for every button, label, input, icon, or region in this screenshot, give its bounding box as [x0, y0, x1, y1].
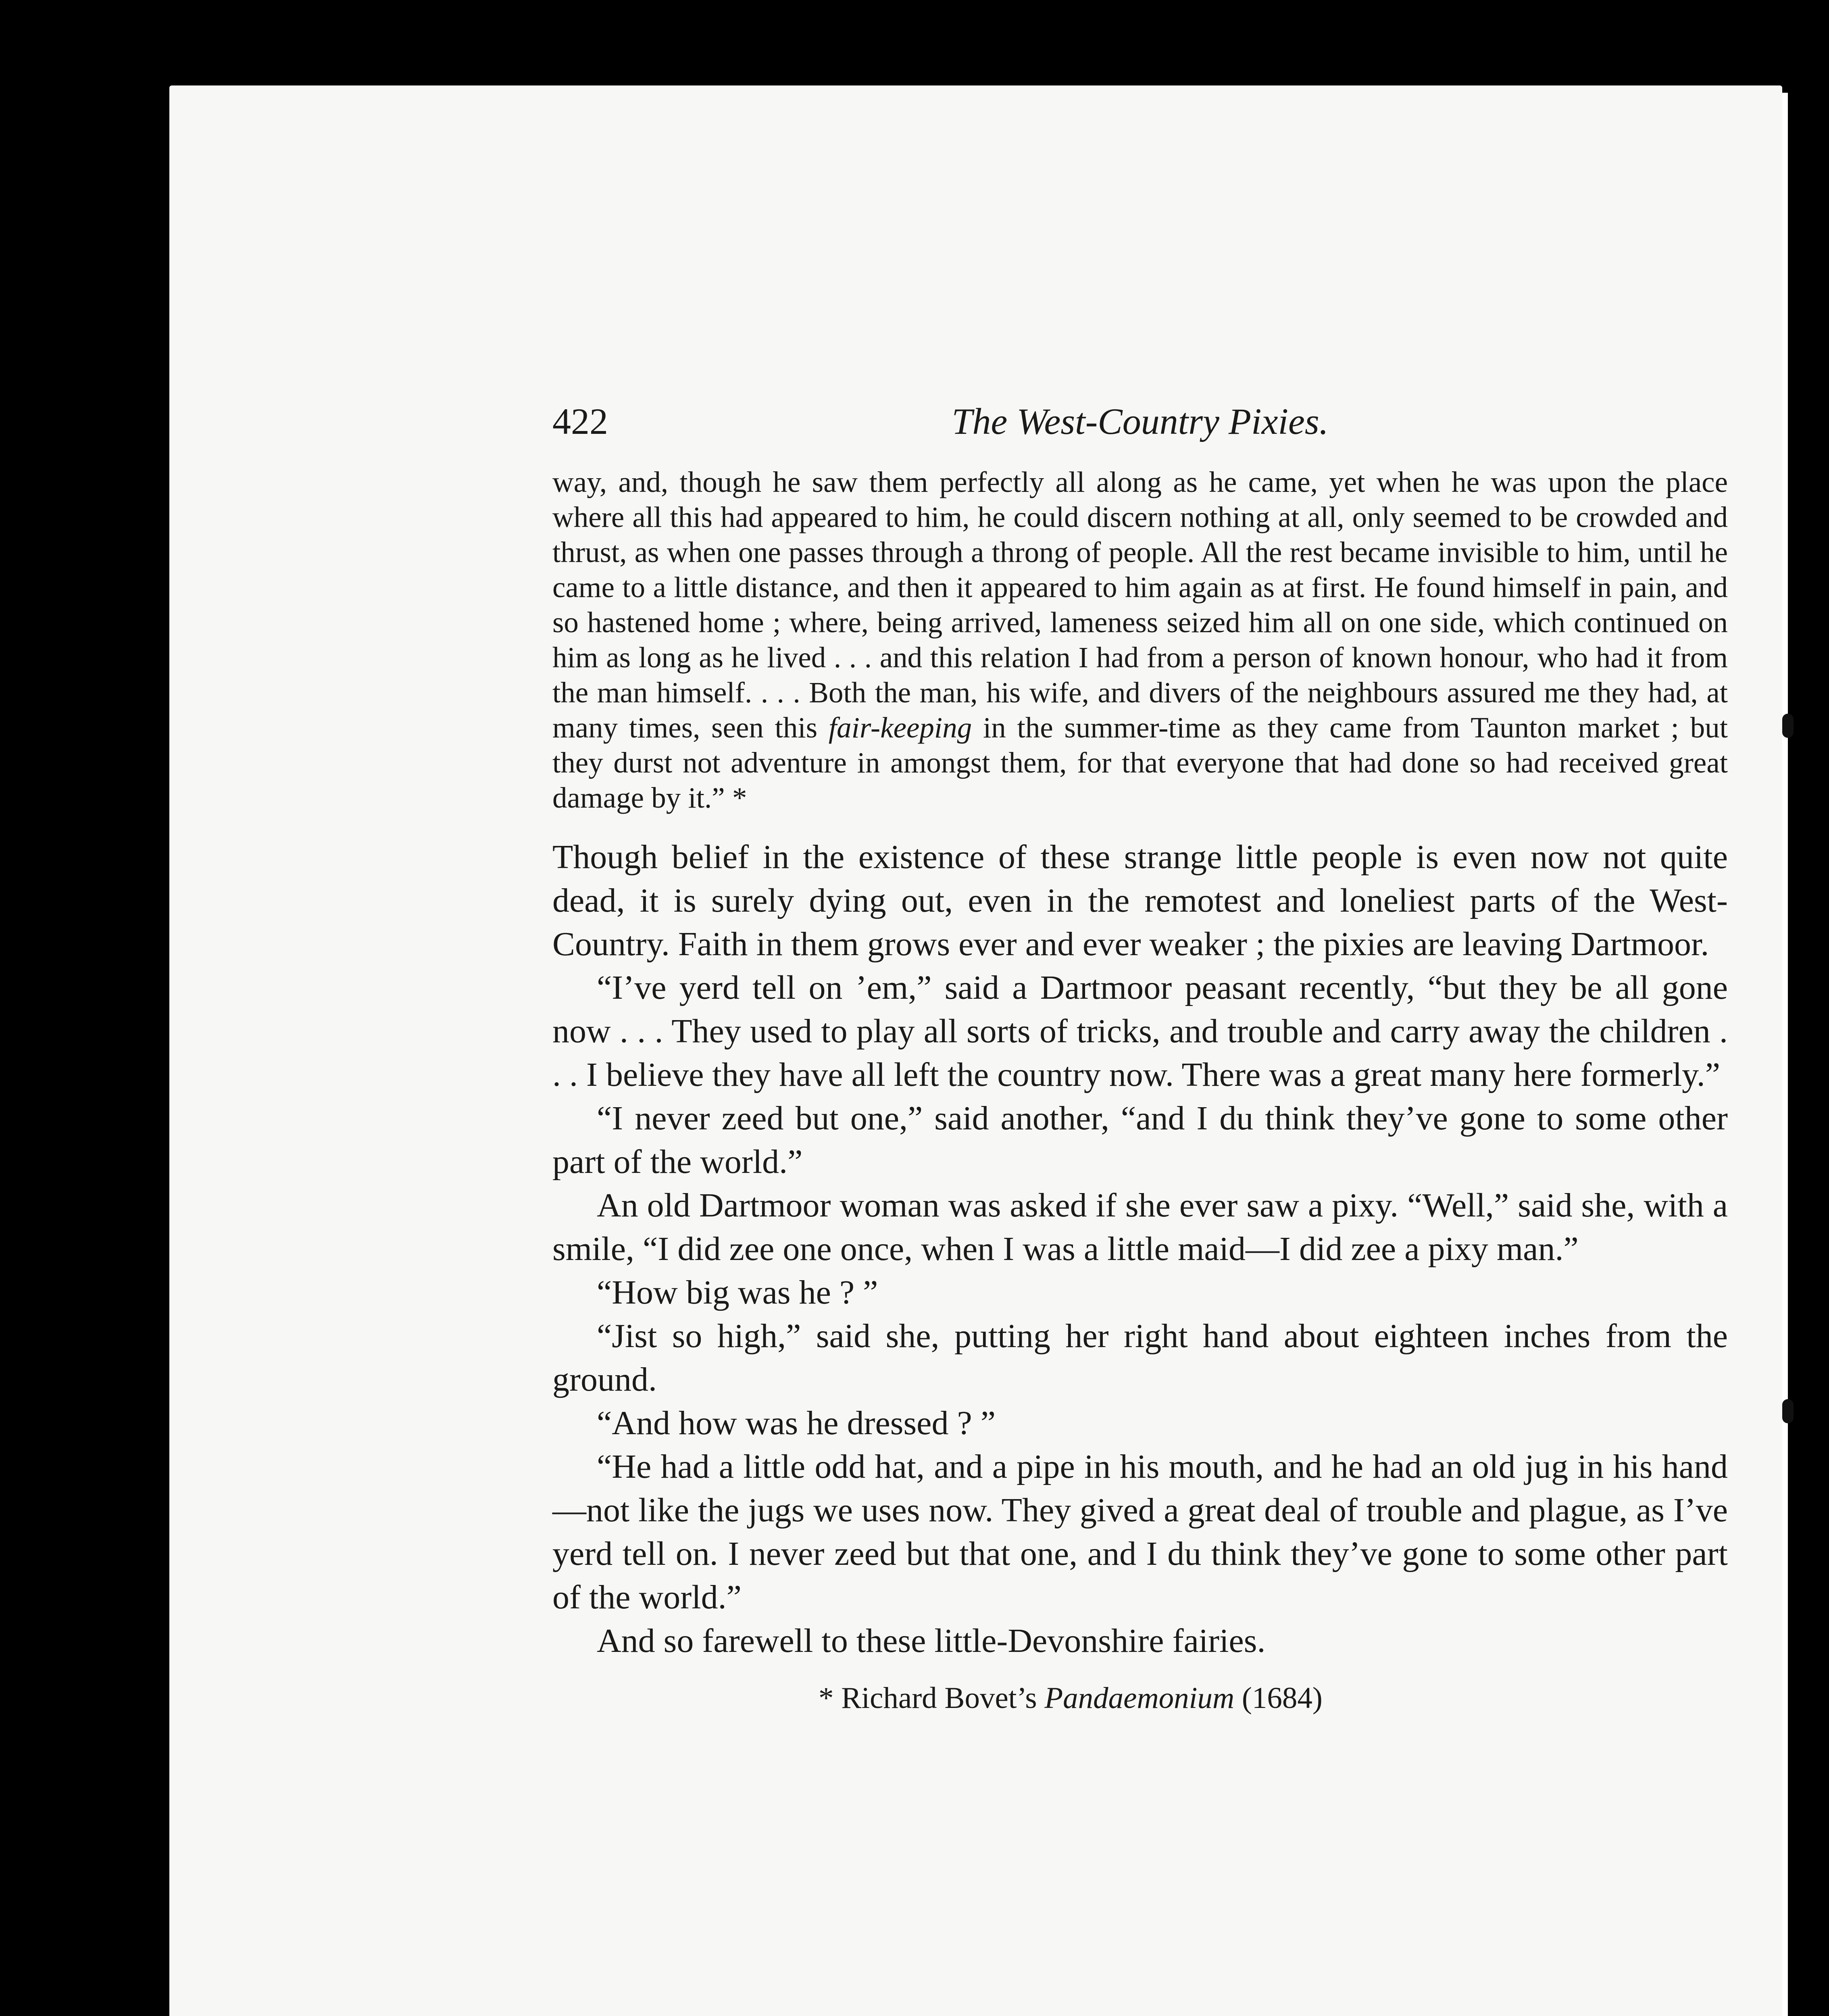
paragraph: “And how was he dressed ? ”	[597, 1404, 996, 1442]
footnote-title: Pandaemonium	[1044, 1681, 1235, 1715]
quote-text-part-1: way, and, though he saw them perfectly all along as he came, yet when he was upon the place where all this had appeared to him, he could discern nothing at all, only seemed to be crowded and thrust, as when one passes through a throng of people. All the rest became invisible to him, until he came to a little distance, and then it appeared to him again as at first. He found himself in pain, and so hastened home ; where, being arrived, lameness seized him all on one side, which continued on him as long as he lived . . . and this relation I had from a person of known honour, who had it from the man himself. . . . Both the man, his wife, and divers of the neighbours assured me they had, at many times, seen this	[552, 466, 1728, 744]
paragraph: “How big was he ? ”	[597, 1274, 878, 1311]
running-head	[552, 400, 1728, 456]
running-title: The West-Country Pixies.	[952, 401, 1329, 442]
book-page	[169, 85, 1782, 2016]
quote-text-part-2: in the summer-time as they came from Taunton market ; but they durst not adventure in amongst them, for that everyone that had done so had received great damage by it.” *	[552, 711, 1728, 814]
binding-clip-mark	[1782, 1399, 1794, 1423]
quoted-passage	[552, 464, 1728, 815]
body-text	[552, 835, 1728, 1663]
page-content	[552, 400, 1728, 1717]
paragraph: “Jist so high,” said she, putting her right hand about eighteen inches from the ground.	[552, 1317, 1728, 1398]
footnote-suffix: (1684)	[1242, 1681, 1323, 1715]
quote-emphasis: fair-keeping	[828, 711, 972, 744]
page-binding-edge	[1782, 93, 1788, 2016]
page-number: 422	[552, 401, 608, 442]
paragraph: An old Dartmoor woman was asked if she ever saw a pixy. “Well,” said she, with a smile, “I did zee one once, when I was a little maid—I did zee a pixy man.”	[552, 1187, 1728, 1268]
footnote-prefix: * Richard Bovet’s	[819, 1681, 1037, 1715]
paragraph: “I never zeed but one,” said another, “and I du think they’ve gone to some other part of the world.”	[552, 1100, 1728, 1181]
binding-clip-mark	[1782, 714, 1794, 738]
paragraph: Though belief in the existence of these strange little people is even now not quite dead, it is surely dying out, even in the remotest and loneliest parts of the West-Country. Faith in them grows ever and ever weaker ; the pixies are leaving Dartmoor.	[552, 838, 1728, 963]
paragraph: “He had a little odd hat, and a pipe in his mouth, and he had an old jug in his hand—not like the jugs we uses now. They gived a great deal of trouble and plague, as I’ve yerd tell on. I never zeed but that one, and I du think they’ve gone to some other part of the world.”	[552, 1448, 1728, 1616]
paragraph: And so farewell to these little-Devonshire fairies.	[597, 1622, 1266, 1660]
footnote	[819, 1679, 1728, 1717]
paragraph: “I’ve yerd tell on ’em,” said a Dartmoor peasant recently, “but they be all gone now . . . They used to play all sorts of tricks, and trouble and carry away the children . . . I believe they have all left the country now. There was a great many here formerly.”	[552, 969, 1728, 1093]
